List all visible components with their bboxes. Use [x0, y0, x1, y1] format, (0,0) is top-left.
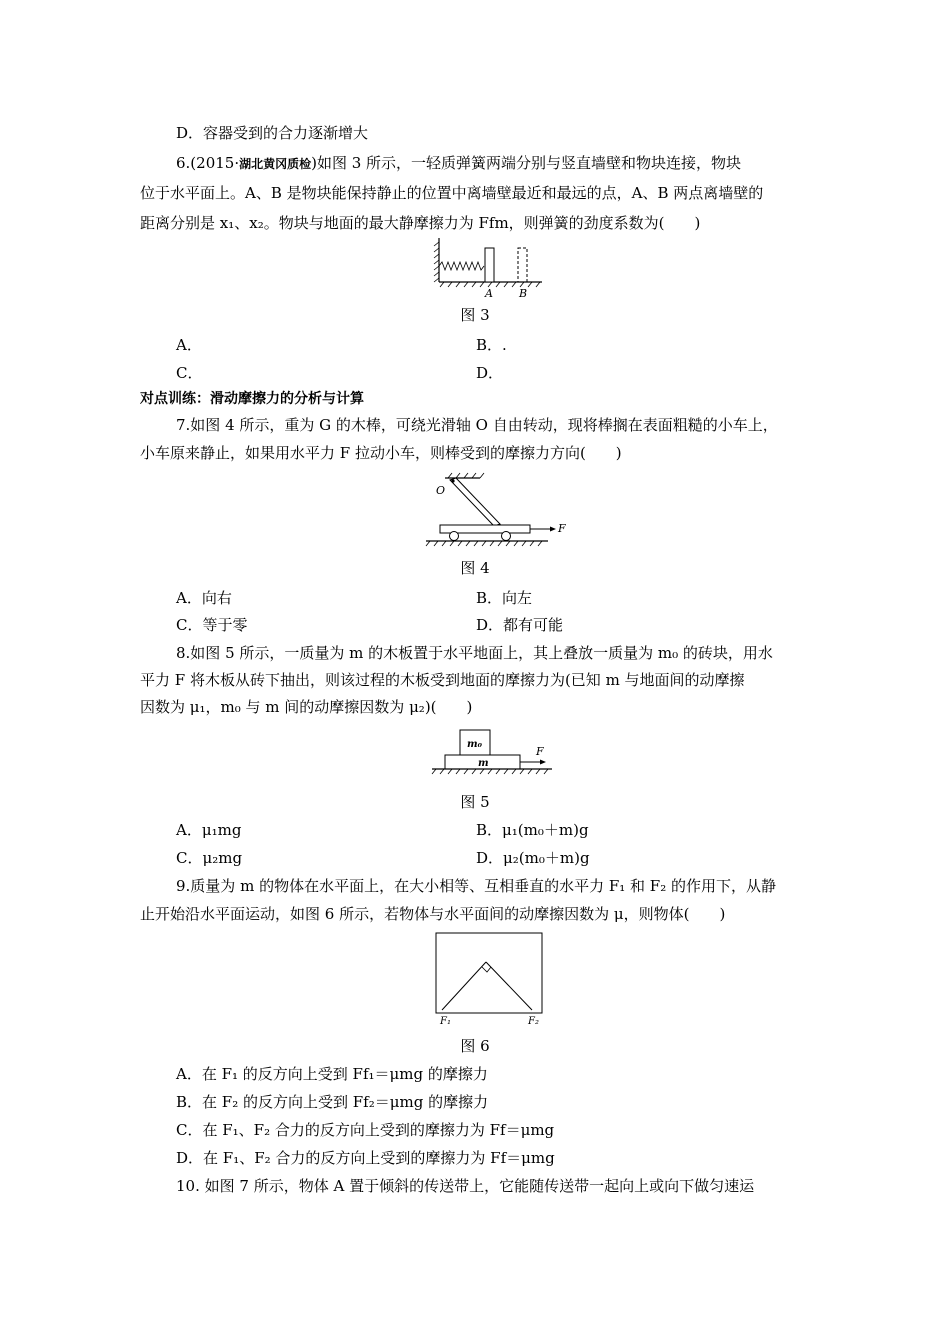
q6-option-b[interactable]: B．. [476, 336, 507, 354]
q8-line2: 平力 F 将木板从砖下抽出，则该过程的木板受到地面的摩擦力为(已知 m 与地面间的动摩擦 [140, 671, 745, 689]
q9-option-c[interactable]: C．在 F₁、F₂ 合力的反方向上受到的摩擦力为 Ff＝μmg [176, 1121, 555, 1139]
q5-option-d: D．容器受到的合力逐渐增大 [176, 124, 369, 142]
figure-6 [430, 928, 552, 1030]
q10-line1: 10. 如图 7 所示，物体 A 置于倾斜的传送带上，它能随传送带一起向上或向下做匀速运 [176, 1177, 755, 1195]
fig4-label-o: O [436, 484, 446, 497]
fig3-label-a: A [485, 287, 493, 300]
fig3-caption: 图 3 [460, 306, 490, 324]
q6-line3: 距离分别是 x₁、x₂。物块与地面的最大静摩擦力为 Ffm，则弹簧的劲度系数为( ) [140, 214, 701, 232]
figure-5 [430, 725, 560, 785]
fig5-label-m: m [478, 758, 489, 769]
q8-option-c[interactable]: C．μ₂mg [176, 849, 243, 867]
fig4-label-f: F [558, 522, 566, 535]
q6-line1-rest: )如图 3 所示，一轻质弹簧两端分别与竖直墙壁和物块连接，物块 [311, 154, 742, 172]
q8-line3: 因数为 μ₁，m₀ 与 m 间的动摩擦因数为 μ₂)( ) [140, 698, 473, 716]
fig3-label-b: B [519, 287, 528, 300]
q7-option-c[interactable]: C．等于零 [176, 616, 248, 634]
fig6-label-f2: F₂ [528, 1016, 539, 1027]
q7-line2: 小车原来静止，如果用水平力 F 拉动小车，则棒受到的摩擦力方向( ) [140, 444, 622, 462]
fig6-caption: 图 6 [460, 1037, 490, 1055]
q6-line1 [176, 153, 846, 174]
q8-option-a[interactable]: A．μ₁mg [176, 821, 242, 839]
q8-line1: 8.如图 5 所示，一质量为 m 的木板置于水平地面上，其上叠放一质量为 m₀ 的砖块，用水 [176, 644, 773, 662]
fig4-caption: 图 4 [460, 559, 490, 577]
q6-line2: 位于水平面上。A、B 是物块能保持静止的位置中离墙壁最近和最远的点，A、B 两点离墙壁的 [140, 184, 764, 202]
fig5-label-m0: m₀ [467, 739, 482, 750]
q6-source: 湖北黄冈质检 [239, 157, 312, 171]
fig5-caption: 图 5 [460, 793, 490, 811]
q7-option-a[interactable]: A．向右 [176, 589, 232, 607]
q6-option-d[interactable]: D． [476, 364, 504, 382]
q9-option-b[interactable]: B．在 F₂ 的反方向上受到 Ff₂＝μmg 的摩擦力 [176, 1093, 489, 1111]
figure-3 [430, 232, 550, 302]
q8-option-b[interactable]: B．μ₁(m₀＋m)g [476, 821, 589, 839]
q6-option-a[interactable]: A． [176, 336, 202, 354]
q9-line1: 9.质量为 m 的物体在水平面上，在大小相等、互相垂直的水平力 F₁ 和 F₂ 的作用下，从静 [176, 877, 776, 895]
figure-4 [420, 470, 570, 550]
q7-option-b[interactable]: B．向左 [476, 589, 533, 607]
q9-option-d[interactable]: D．在 F₁、F₂ 合力的反方向上受到的摩擦力为 Ff＝μmg [176, 1149, 555, 1167]
section-heading: 对点训练：滑动摩擦力的分析与计算 [140, 391, 364, 407]
fig6-label-f1: F₁ [440, 1016, 451, 1027]
q9-option-a[interactable]: A．在 F₁ 的反方向上受到 Ff₁＝μmg 的摩擦力 [176, 1065, 488, 1083]
q6-number: 6.(2015· [176, 154, 240, 172]
q6-option-c[interactable]: C． [176, 364, 203, 382]
q7-line1: 7.如图 4 所示，重为 G 的木棒，可绕光滑轴 O 自由转动，现将棒搁在表面粗糙的小车上， [176, 416, 778, 434]
q7-option-d[interactable]: D．都有可能 [476, 616, 564, 634]
q8-option-d[interactable]: D．μ₂(m₀＋m)g [476, 849, 590, 867]
q9-line2: 止开始沿水平面运动，如图 6 所示，若物体与水平面间的动摩擦因数为 μ，则物体( ) [140, 905, 726, 923]
fig5-label-f: F [536, 745, 544, 758]
